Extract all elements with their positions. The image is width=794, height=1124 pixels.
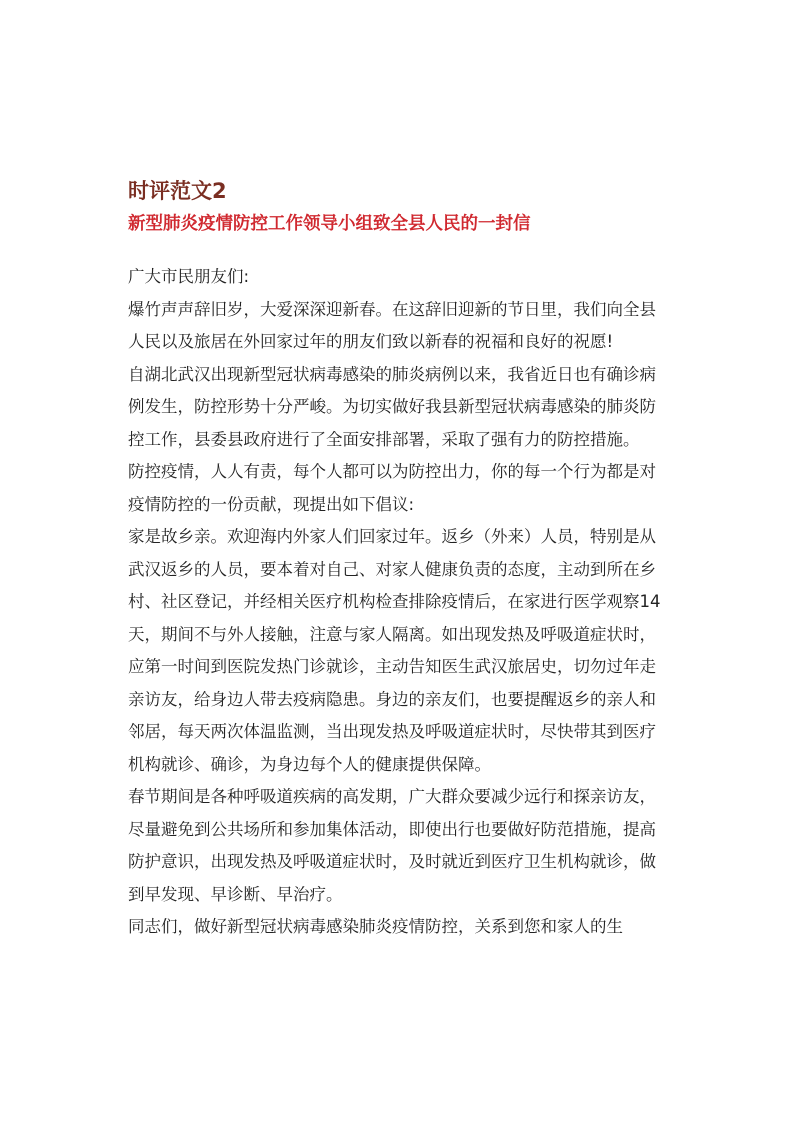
document-title: 时评范文2 [128, 179, 227, 203]
paragraph: 防控疫情，人人有责，每个人都可以为防控出力，你的每一个行为都是对疫情防控的一份贡献，现提出如下倡议: [128, 462, 656, 514]
document-subtitle: 新型肺炎疫情防控工作领导小组致全县人民的一封信 [128, 214, 531, 234]
paragraph: 春节期间是各种呼吸道疾病的高发期，广大群众要减少远行和探亲访友，尽量避免到公共场所和参加集体活动，即使出行也要做好防范措施，提高防护意识，出现发热及呼吸道症状时，及时就近到医疗卫生机构就诊，做到早发现、早诊断、早治疗。 [128, 787, 656, 904]
document-body [128, 261, 664, 944]
paragraph: 爆竹声声辞旧岁，大爱深深迎新春。在这辞旧迎新的节日里，我们向全县人民以及旅居在外回家过年的朋友们致以新春的祝福和良好的祝愿! [128, 299, 656, 351]
paragraph: 同志们，做好新型冠状病毒感染肺炎疫情防控，关系到您和家人的生 [128, 917, 623, 936]
paragraph: 家是故乡亲。欢迎海内外家人们回家过年。返乡（外来）人员，特别是从武汉返乡的人员，要本着对自己、对家人健康负责的态度，主动到所在乡村、社区登记，并经相关医疗机构检查排除疫情后，在家进行医学观察14天，期间不与外人接触，注意与家人隔离。如出现发热及呼吸道症状时，应第一时间到医院发热门诊就诊，主动告知医生武汉旅居史，切勿过年走亲访友，给身边人带去疫病隐患。身边的亲友们，也要提醒返乡的亲人和邻居，每天两次体温监测，当出现发热及呼吸道症状时，尽快带其到医疗机构就诊、确诊，为身边每个人的健康提供保障。 [128, 527, 661, 774]
salutation: 广大市民朋友们: [128, 267, 250, 286]
paragraph: 自湖北武汉出现新型冠状病毒感染的肺炎病例以来，我省近日也有确诊病例发生，防控形势十分严峻。为切实做好我县新型冠状病毒感染的肺炎防控工作，县委县政府进行了全面安排部署，采取了强有力的防控措施。 [128, 364, 656, 449]
